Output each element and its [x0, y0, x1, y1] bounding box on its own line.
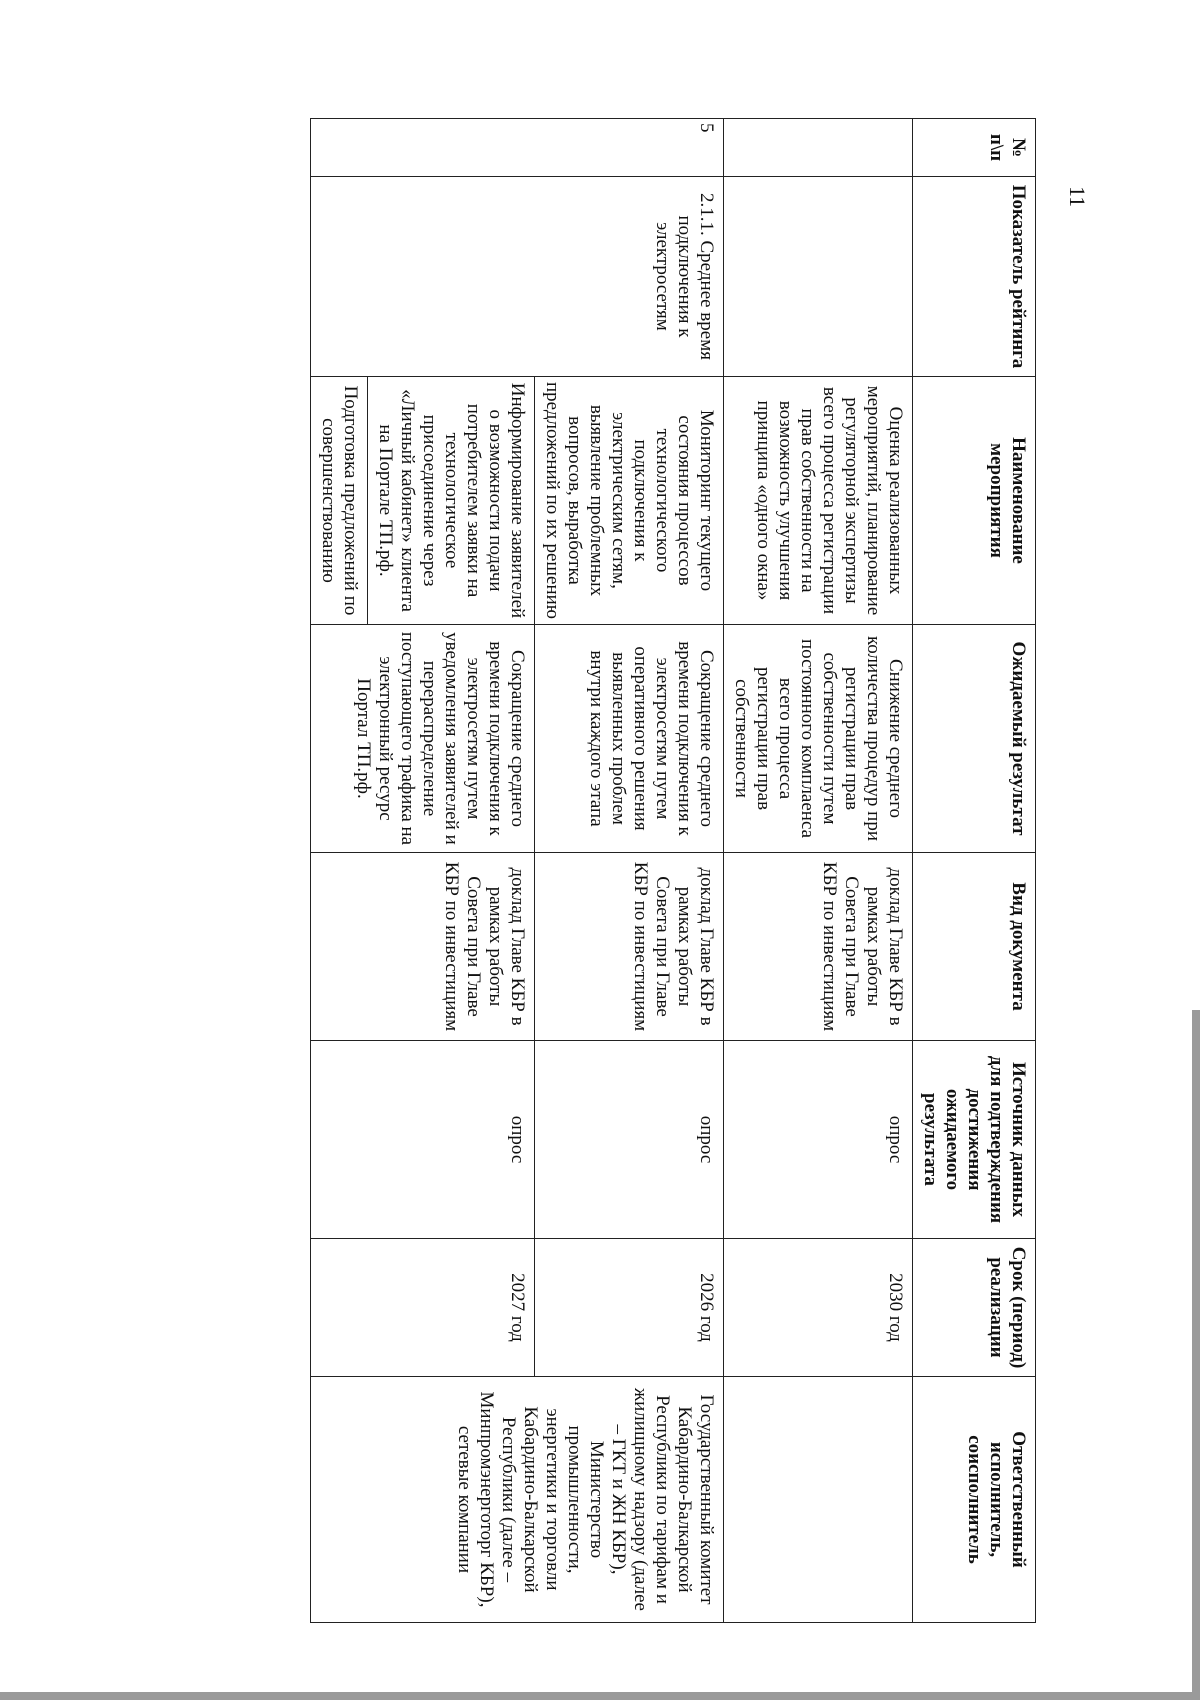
header-responsible: Ответственный исполнитель, соисполнитель — [913, 1377, 1036, 1623]
header-document: Вид документа — [913, 853, 1036, 1041]
cell-term: 2026 год — [535, 1239, 724, 1377]
scan-edge-right — [1192, 1010, 1200, 1700]
cell-indicator — [724, 177, 913, 377]
cell-source: опрос — [724, 1041, 913, 1239]
cell-result: Снижение среднего количества процедур при регистрации прав собственности путем постоянного комплаенса всего процесса регистрации прав собственности — [724, 625, 913, 853]
page-number: 11 — [1065, 186, 1090, 208]
cell-measure: Подготовка предложений по совершенствованию — [311, 377, 368, 625]
cell-responsible — [724, 1377, 913, 1623]
cell-number — [724, 119, 913, 177]
cell-source: опрос — [311, 1041, 535, 1239]
cell-measure: Мониторинг текущего состояния процессов технологического подключения к электрическим сетям, выявление проблемных вопросов, выработка предложений по их решению — [535, 377, 724, 625]
header-measure: Наименование мероприятия — [913, 377, 1036, 625]
header-indicator: Показатель рейтинга — [913, 177, 1036, 377]
header-result: Ожидаемый результат — [913, 625, 1036, 853]
scan-edge-bottom — [0, 1692, 1200, 1700]
header-term: Срок (период) реализации — [913, 1239, 1036, 1377]
cell-document: доклад Главе КБР в рамках работы Совета при Главе КБР по инвестициям — [724, 853, 913, 1041]
cell-source: опрос — [535, 1041, 724, 1239]
table-row — [535, 119, 724, 1623]
cell-number: 5 — [311, 119, 724, 177]
cell-result: Сокращение среднего времени подключения к электросетям путем уведомления заявителей и перераспределение поступающего трафика на электронный ресурс Портал ТП.рф. — [311, 625, 535, 853]
cell-measure: Оценка реализованных мероприятий, планирование регуляторной экспертизы всего процесса регистрации прав собственности на возможность улучшения принципа «одного окна» — [724, 377, 913, 625]
cell-document: доклад Главе КБР в рамках работы Совета при Главе КБР по инвестициям — [311, 853, 535, 1041]
table-row — [724, 119, 913, 1623]
cell-measure: Информирование заявителей о возможности подачи потребителем заявки на технологическое присоединение через «Личный кабинет» клиента на Портале ТП.рф. — [368, 377, 535, 625]
table-header-row — [913, 119, 1036, 1623]
cell-responsible: Государственный комитет Кабардино-Балкарской Республики по тарифам и жилищному надзору (далее – ГКТ и ЖН КБР), Министерство промышленности, энергетики и торговли Кабардино-Балкарской Республики (далее – Минпромэнерготорг КБР), сетевые компании — [311, 1377, 724, 1623]
cell-term: 2027 год — [311, 1239, 535, 1377]
rotated-page-content — [136, 118, 1036, 1622]
cell-result: Сокращение среднего времени подключения к электросетям путем оперативного решения выявленных проблем внутри каждого этапа — [535, 625, 724, 853]
cell-indicator: 2.1.1. Среднее время подключения к электросетям — [311, 177, 724, 377]
cell-term: 2030 год — [724, 1239, 913, 1377]
header-number: № п\п — [913, 119, 1036, 177]
header-source: Источник данных для подтверждения достижения ожидаемого результата — [913, 1041, 1036, 1239]
cell-document: доклад Главе КБР в рамках работы Совета при Главе КБР по инвестициям — [535, 853, 724, 1041]
measures-table — [310, 118, 1036, 1623]
